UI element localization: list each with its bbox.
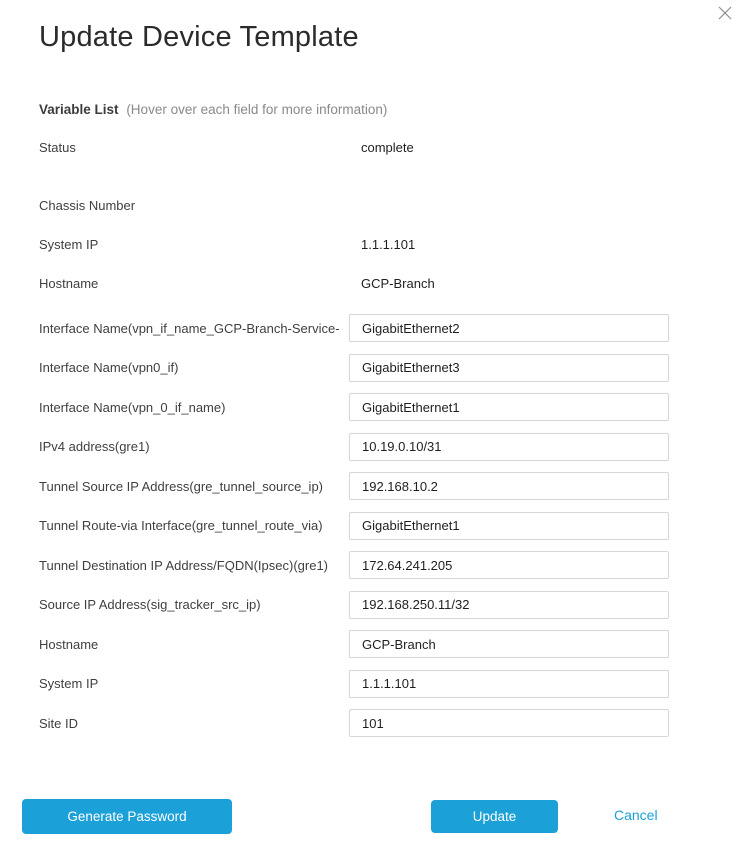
- field-label: Interface Name(vpn_0_if_name): [39, 399, 226, 415]
- static-field-rows: [39, 139, 669, 291]
- variable-list-heading: Variable List: [39, 102, 119, 117]
- variable-list-hint: (Hover over each field for more information): [126, 102, 388, 117]
- update-button[interactable]: Update: [431, 800, 558, 833]
- input-field-row: [39, 551, 669, 579]
- field-label: Tunnel Destination IP Address/FQDN(Ipsec)(gre1): [39, 557, 329, 573]
- generate-password-button[interactable]: Generate Password: [22, 799, 232, 834]
- input-field-row: [39, 314, 669, 342]
- input-field-row: [39, 591, 669, 619]
- field-input[interactable]: [349, 551, 669, 579]
- field-input[interactable]: [349, 670, 669, 698]
- field-label: Hostname: [39, 636, 99, 652]
- field-input[interactable]: [349, 591, 669, 619]
- field-value: 1.1.1.101: [361, 236, 416, 252]
- static-field-row: [39, 275, 669, 291]
- field-label: Source IP Address(sig_tracker_src_ip): [39, 597, 261, 612]
- field-label: Chassis Number: [39, 197, 136, 213]
- field-input[interactable]: [349, 709, 669, 737]
- input-field-row: [39, 393, 669, 421]
- input-field-row: [39, 512, 669, 540]
- input-field-row: [39, 472, 669, 500]
- field-input[interactable]: [349, 630, 669, 658]
- cancel-link[interactable]: Cancel: [614, 807, 658, 823]
- static-field-row: [39, 139, 669, 155]
- input-field-row: [39, 630, 669, 658]
- input-field-row: [39, 709, 669, 737]
- field-label: Tunnel Source IP Address(gre_tunnel_source_ip): [39, 478, 324, 494]
- input-field-rows: [39, 314, 669, 737]
- variable-fields: [39, 139, 669, 749]
- field-input[interactable]: [349, 472, 669, 500]
- field-label: Site ID: [39, 715, 79, 731]
- field-label: Interface Name(vpn0_if): [39, 360, 179, 375]
- input-field-row: [39, 433, 669, 461]
- field-label: Hostname: [39, 275, 99, 291]
- input-field-row: [39, 670, 669, 698]
- field-input[interactable]: [349, 512, 669, 540]
- field-label: Status: [39, 139, 76, 155]
- page-title: Update Device Template: [39, 21, 359, 53]
- field-label: Interface Name(vpn_if_name_GCP-Branch-Service-: [39, 320, 340, 336]
- close-icon[interactable]: [716, 5, 734, 23]
- input-field-row: [39, 354, 669, 382]
- close-icon-glyph: [718, 6, 732, 20]
- variable-list-section-heading: [39, 102, 387, 117]
- field-label: System IP: [39, 236, 99, 252]
- static-field-row: [39, 197, 669, 213]
- field-label: System IP: [39, 676, 99, 691]
- field-value: complete: [361, 139, 414, 155]
- field-label: Tunnel Route-via Interface(gre_tunnel_route_via): [39, 518, 323, 533]
- dialog-footer: [0, 799, 752, 835]
- field-input[interactable]: [349, 433, 669, 461]
- field-input[interactable]: [349, 393, 669, 421]
- static-field-row: [39, 236, 669, 252]
- field-label: IPv4 address(gre1): [39, 439, 150, 454]
- field-value: GCP-Branch: [361, 275, 435, 291]
- field-input[interactable]: [349, 354, 669, 382]
- field-input[interactable]: [349, 314, 669, 342]
